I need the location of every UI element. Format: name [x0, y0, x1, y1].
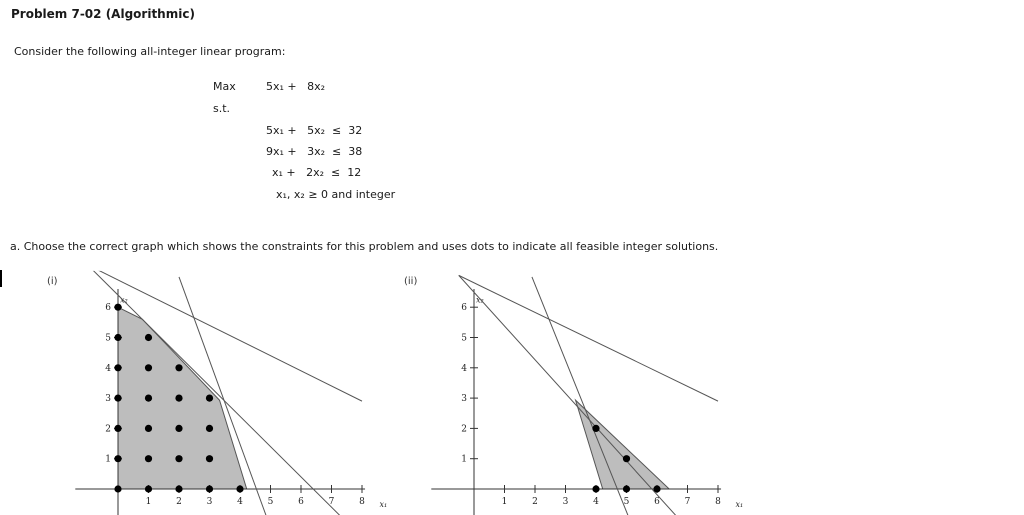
x-tick-label: 2 [176, 497, 182, 507]
y-tick-label: 3 [461, 394, 467, 405]
y-tick-label: 6 [105, 303, 111, 314]
x-tick-label: 1 [501, 497, 508, 507]
integer-point [623, 455, 630, 462]
x-tick-label: 4 [237, 497, 243, 507]
x-tick-label: 4 [593, 497, 599, 507]
x-tick-label: 5 [267, 497, 274, 507]
lp-objective: 5x₁ + 8x₂ [266, 80, 326, 93]
problem-title: Problem 7-02 (Algorithmic) [11, 7, 195, 21]
x-tick-label: 8 [359, 497, 365, 507]
constraint-lines [459, 275, 718, 515]
lp-constraint-3: x₁ + 2x₂ ≤ 12 [272, 166, 362, 179]
y-tick-label: 5 [461, 333, 467, 344]
integer-point [623, 485, 630, 492]
lp-objective-word: Max [213, 80, 236, 93]
y-tick-label: 2 [461, 424, 467, 435]
y-tick-label: 1 [105, 454, 111, 465]
x-tick-label: 7 [684, 497, 691, 507]
lp-constraint-1: 5x₁ + 5x₂ ≤ 32 [266, 124, 363, 137]
y-tick-label: 3 [105, 394, 111, 405]
x-axis-name: x₁ [735, 500, 744, 509]
integer-point [653, 485, 660, 492]
question-part-a: a. Choose the correct graph which shows the constraints for this problem and uses dots to indicate all feasible integer solutions. [10, 240, 719, 253]
lp-nonnegativity: x₁, x₂ ≥ 0 and integer [276, 188, 396, 201]
y-tick-label: 4 [105, 363, 111, 374]
x-axis-name: x₁ [379, 500, 388, 509]
x-tick-label: 5 [623, 497, 630, 507]
integer-point [592, 425, 599, 432]
x-tick-label: 6 [298, 497, 304, 507]
y-axis-name: x₂ [476, 295, 484, 305]
x-tick-label: 1 [145, 497, 152, 507]
lp-st: s.t. [213, 102, 231, 115]
x-tick-label: 7 [328, 497, 335, 507]
problem-intro: Consider the following all-integer linear program: [14, 45, 286, 58]
option-i-label[interactable]: (i) [47, 276, 58, 287]
feasible-region [576, 400, 670, 489]
constraint-line [459, 275, 718, 401]
integer-point [592, 485, 599, 492]
x-tick-label: 8 [715, 497, 721, 507]
y-axis-name: x₂ [120, 295, 128, 305]
x-tick-label: 2 [532, 497, 538, 507]
x-tick-label: 3 [206, 497, 213, 507]
lp-constraint-2: 9x₁ + 3x₂ ≤ 38 [266, 145, 363, 158]
y-tick-label: 6 [461, 303, 467, 314]
x-tick-label: 6 [654, 497, 660, 507]
y-tick-label: 2 [105, 424, 111, 435]
option-ii-label[interactable]: (ii) [404, 276, 418, 287]
y-tick-label: 4 [461, 363, 467, 374]
y-tick-label: 5 [105, 333, 111, 344]
y-tick-label: 1 [461, 454, 467, 465]
x-tick-label: 3 [562, 497, 569, 507]
